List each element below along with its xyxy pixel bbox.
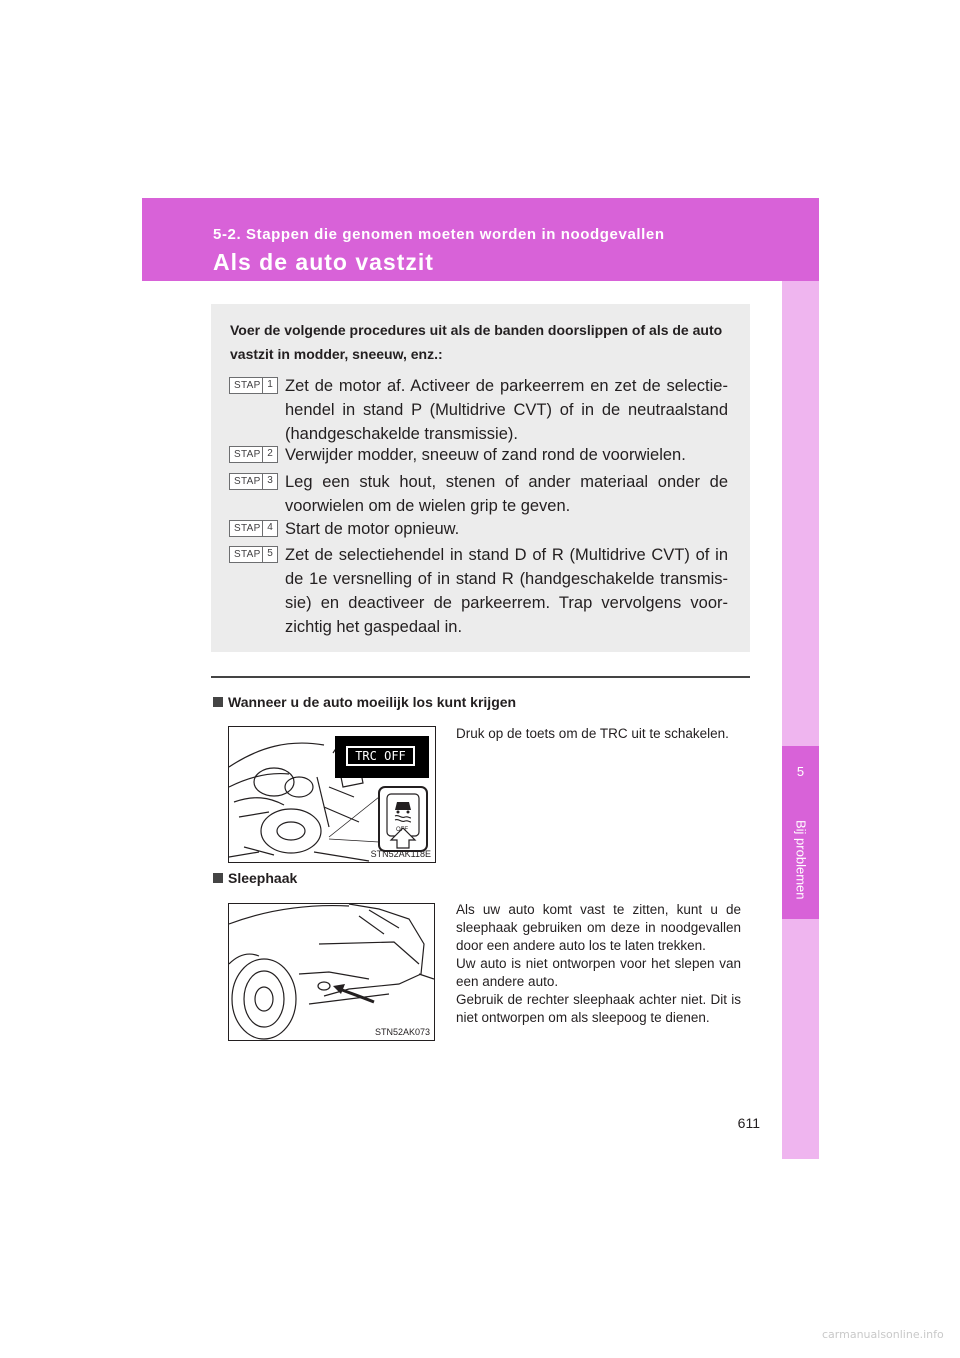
trc-heading [213, 694, 516, 710]
trc-body-text: Druk op de toets om de TRC uit te schakelen. [456, 726, 729, 741]
intro-text: Voer de volgende procedures uit als de banden doorslippen of als de auto vastzit in modder, sneeuw, enz.: [230, 322, 723, 362]
tow-hook-paragraph-3: Gebruik de rechter sleephaak achter niet. Dit is niet ontworpen om als sleepoog te dienen. [456, 992, 741, 1025]
figure-caption: STN52AK073 [374, 1027, 430, 1037]
tow-hook-paragraph-2: Uw auto is niet ontworpen voor het slepen van een andere auto. [456, 956, 741, 989]
square-bullet-icon [213, 697, 223, 707]
skid-car-icon [380, 788, 426, 850]
tow-hook-figure [228, 903, 435, 1041]
side-strip [782, 281, 819, 1159]
step-badge-number: 2 [262, 446, 277, 463]
step-badge-label: STAP [234, 549, 261, 560]
trc-off-button [378, 786, 428, 852]
section-divider [211, 676, 750, 678]
step-badge-2 [229, 446, 278, 463]
trc-off-indicator: TRC OFF [346, 746, 415, 766]
page-number: 611 [737, 1115, 760, 1131]
figure-caption: STN52AK118E [370, 849, 431, 859]
step-text-1: Zet de motor af. Activeer de parkeerrem en zet de selectiehendel in stand P (Multidrive CVT) of in de neutraalstand (handgeschakelde transmissie). [285, 377, 728, 443]
step-badge-number: 4 [262, 520, 277, 537]
step-badge-5 [229, 546, 278, 563]
step-badge-number: 1 [262, 377, 277, 394]
off-label: OFF [396, 827, 408, 833]
step-badge-4 [229, 520, 278, 537]
trc-indicator-panel [335, 736, 429, 778]
page-title: Als de auto vastzit [213, 249, 434, 275]
step-badge-number: 3 [262, 473, 277, 490]
step-badge-number: 5 [262, 546, 277, 563]
step-text-3: Leg een stuk hout, stenen of ander materiaal onder de voorwielen om de wielen grip te geven. [285, 473, 728, 515]
step-badge-label: STAP [234, 476, 261, 487]
tow-hook-body [456, 901, 741, 1027]
chapter-name: Bij problemen [793, 820, 809, 900]
tow-hook-paragraph-1: Als uw auto komt vast te zitten, kunt u de sleephaak gebruiken om deze in noodgevallen door een andere auto los te laten trekken. [456, 902, 741, 953]
section-label: 5-2. Stappen die genomen moeten worden in noodgevallen [213, 226, 665, 243]
trc-heading-text: Wanneer u de auto moeilijk los kunt krijgen [228, 694, 517, 710]
step-text-2: Verwijder modder, sneeuw of zand rond de voorwielen. [285, 446, 686, 464]
tow-hook-heading-text: Sleephaak [228, 870, 298, 886]
tow-hook-heading [213, 870, 297, 886]
watermark: carmanualsonline.info [822, 1328, 944, 1341]
chapter-number: 5 [796, 764, 805, 779]
step-text-4: Start de motor opnieuw. [285, 520, 460, 538]
trc-figure [228, 726, 436, 863]
step-badge-label: STAP [234, 449, 261, 460]
step-badge-label: STAP [234, 380, 261, 391]
rear-car-illustration [229, 904, 435, 1041]
step-badge-3 [229, 473, 278, 490]
step-badge-label: STAP [234, 523, 261, 534]
step-badge-1 [229, 377, 278, 394]
step-text-5: Zet de selectiehendel in stand D of R (Multidrive CVT) of in de 1e versnelling of in stand R (handgeschakelde transmissie) en deactiveer de parkeerrem. Trap vervolgens voorzichtig het gaspedaal in. [285, 546, 728, 636]
square-bullet-icon [213, 873, 223, 883]
